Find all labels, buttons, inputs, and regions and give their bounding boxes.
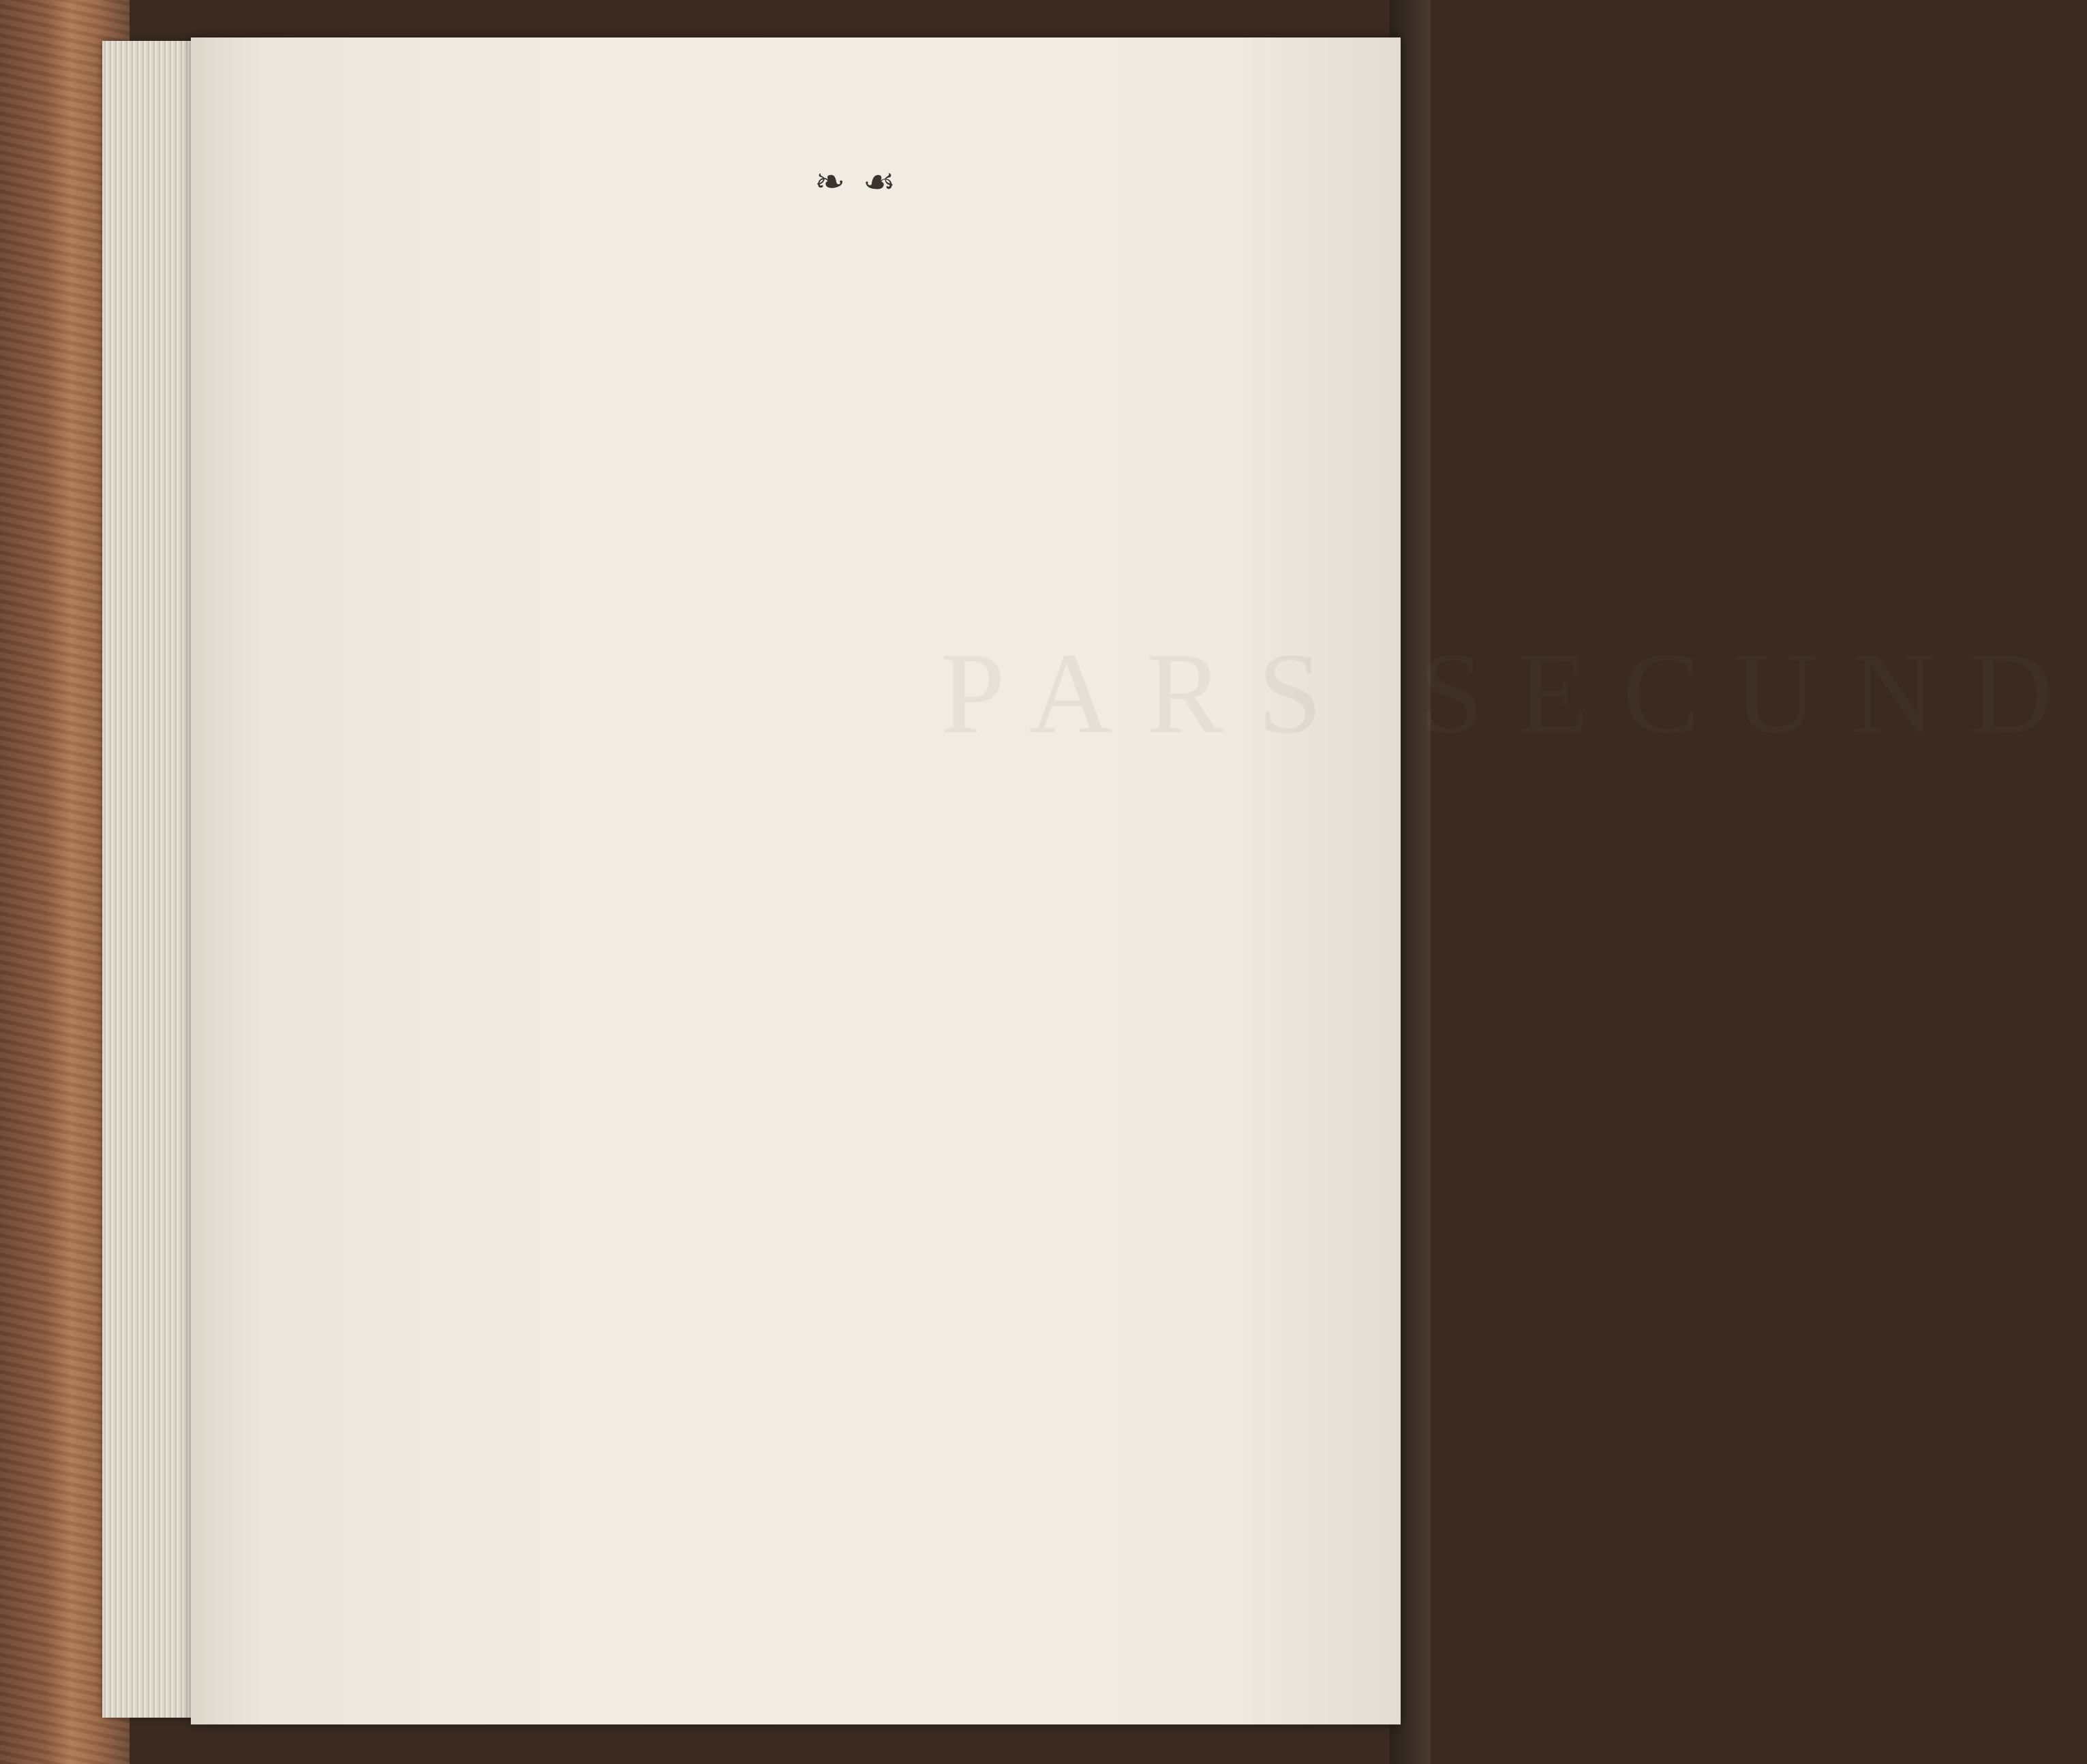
page-header (814, 160, 900, 203)
header-ornament-left: ❧ (814, 162, 850, 202)
page-edges (102, 41, 191, 1718)
header-ornament-right: ☙ (862, 162, 900, 202)
bleed-through-text: PARS SECUND (941, 629, 2087, 757)
book-page (191, 37, 1401, 1724)
